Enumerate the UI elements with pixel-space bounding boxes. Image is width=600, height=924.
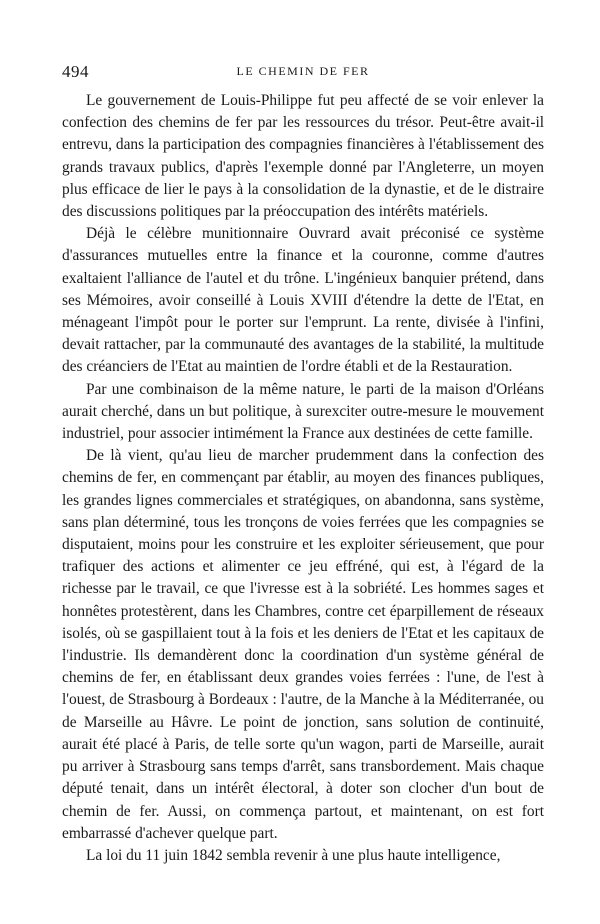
running-title: LE CHEMIN DE FER bbox=[236, 64, 370, 78]
paragraph: Par une combinaison de la même nature, le parti de la maison d'Orléans aurait cherché, dans un but politique, à surexciter outre-mesure le mouvement industriel, pour associer intimément la France aux destinées de cette famille. bbox=[62, 380, 544, 443]
paragraph: Le gouvernement de Louis-Philippe fut peu affecté de se voir enlever la confection des chemins de fer par les ressources du trésor. Peut-être avait-il entrevu, dans la participation des compagnies financières à l'établissement des grands travaux publics, d'après l'exemple donné par l'Angleterre, un moyen plus efficace de lier le pays à la consolidation de la dynastie, et de le distraire des discussions politiques par la préoccupation des intérêts matériels. bbox=[62, 92, 544, 221]
book-page bbox=[62, 62, 544, 867]
paragraph: La loi du 11 juin 1842 sembla revenir à une plus haute intelligence, bbox=[86, 846, 501, 864]
page-number: 494 bbox=[62, 62, 89, 81]
paragraph: Déjà le célèbre munitionnaire Ouvrard avait préconisé ce système d'assurances mutuelles entre la finance et la couronne, comme d'autres exaltaient l'alliance de l'autel et du trône. L'ingénieux banquier prétend, dans ses Mémoires, avoir conseillé à Louis XVIII d'étendre la dette de l'Etat, en ménageant l'impôt pour le porter sur l'emprunt. La rente, divisée à l'infini, devait rattacher, par la communauté des avantages de la stabilité, la multitude des créanciers de l'Etat au maintien de l'ordre établi et de la Restauration. bbox=[62, 225, 544, 376]
running-head bbox=[62, 62, 544, 84]
body-text bbox=[62, 90, 544, 867]
paragraph: De là vient, qu'au lieu de marcher prudemment dans la confection des chemins de fer, en commençant par établir, au moyen des finances publiques, les grandes lignes commerciales et stratégiques, on abandonna, sans système, sans plan déterminé, tous les tronçons de voies ferrées que les compagnies se disputaient, moins pour les construire et les exploiter sérieusement, que pour trafiquer des actions et alimenter ce jeu effréné, qui est, à l'égard de la richesse par le travail, ce que l'ivresse est à la sobriété. Les hommes sages et honnêtes protestèrent, dans les Chambres, contre cet éparpillement de réseaux isolés, où se gaspillaient tout à la fois et les deniers de l'Etat et les capitaux de l'industrie. Ils demandèrent donc la coordination d'un système général de chemins de fer, en établissant deux grandes voies ferrées : l'une, de l'est à l'ouest, de Strasbourg à Bordeaux : l'autre, de la Manche à la Méditerranée, ou de Marseille au Hâvre. Le point de jonction, sans solution de continuité, aurait été placé à Paris, de telle sorte qu'un wagon, parti de Marseille, aurait pu arriver à Strasbourg sans temps d'arrêt, sans transbordement. Mais chaque député tenait, dans un intérêt électoral, à doter son clocher d'un bout de chemin de fer. Aussi, on commença partout, et maintenant, on est fort embarrassé d'achever quelque part. bbox=[62, 447, 544, 842]
